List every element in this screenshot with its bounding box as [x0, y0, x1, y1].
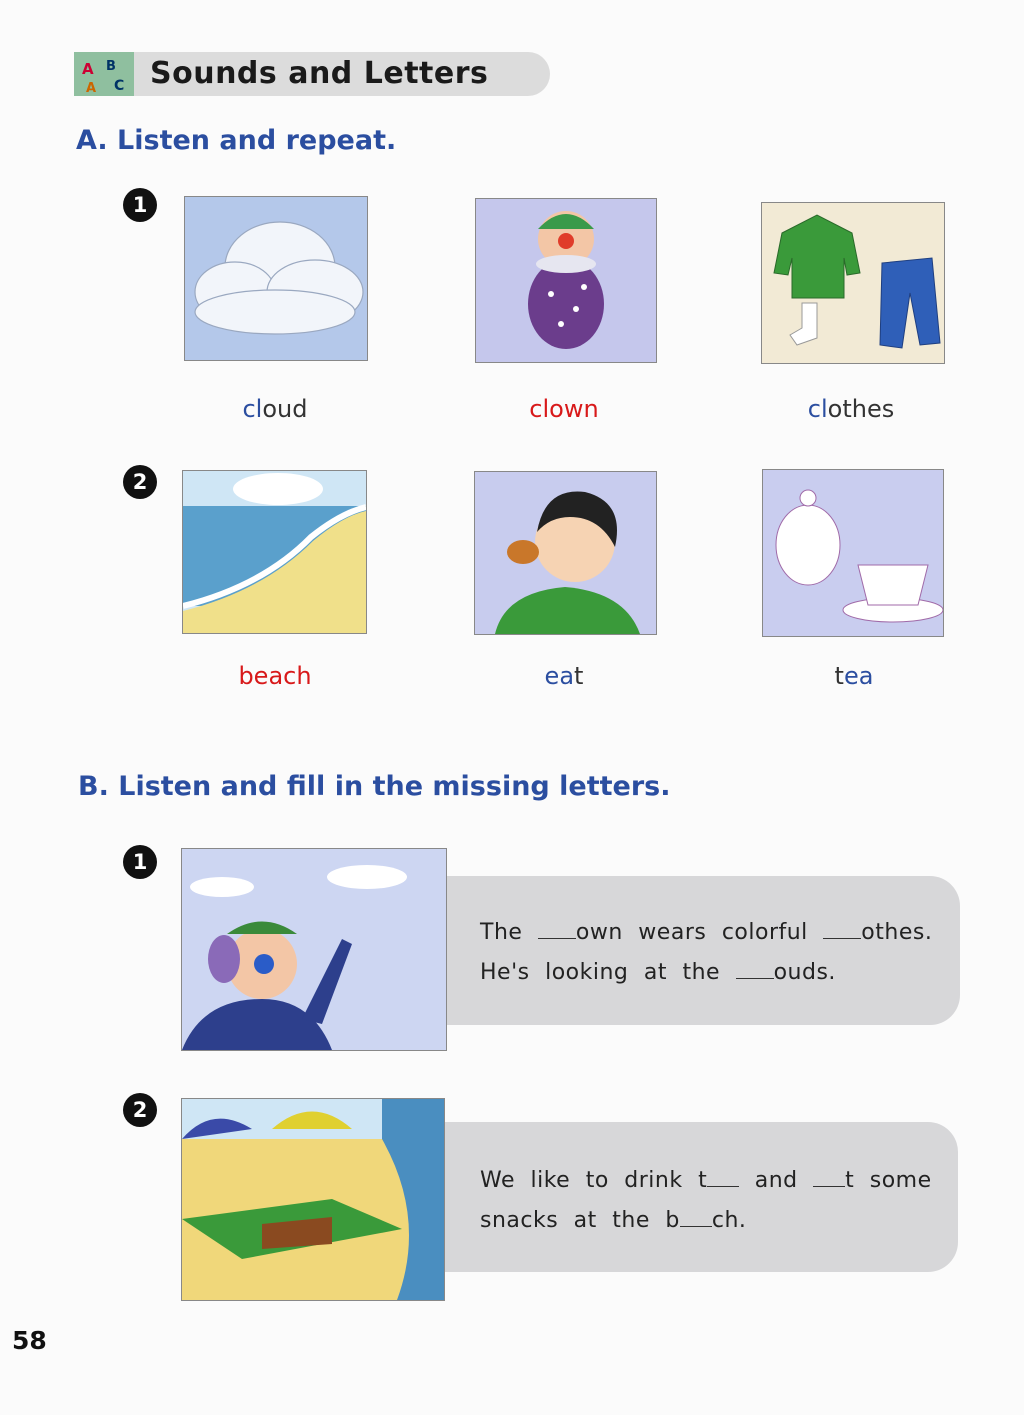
clothes-picture	[761, 202, 945, 364]
page-title: Sounds and Letters	[150, 56, 489, 91]
beach-picture	[182, 470, 367, 634]
word-cloud-rest: oud	[262, 395, 308, 423]
cloud-picture	[184, 196, 368, 361]
boy-eating-picture	[474, 471, 657, 635]
clown-picture	[475, 198, 657, 363]
text-segment: ouds.	[773, 960, 836, 985]
section-b-title: B. Listen and fill in the missing letters.	[78, 771, 671, 802]
svg-text:A: A	[82, 60, 94, 78]
word-eat-rest: t	[574, 662, 584, 690]
exercise-number-1: 1	[123, 845, 157, 879]
text-segment: ch.	[711, 1208, 747, 1233]
blank-1[interactable]	[538, 938, 576, 939]
section-a-title: A. Listen and repeat.	[76, 125, 397, 156]
text-segment: t some	[845, 1168, 932, 1193]
word-cloud	[175, 395, 375, 423]
word-clothes	[751, 395, 951, 423]
text-segment: We like to drink t	[480, 1168, 708, 1193]
text-segment: He's looking at the	[480, 960, 736, 985]
clown-pointing-picture	[181, 848, 447, 1051]
sentence-2-line-1	[480, 1168, 932, 1193]
text-segment: The	[480, 920, 538, 945]
tea-picture	[762, 469, 944, 637]
word-clown-text: clown	[529, 395, 599, 423]
text-segment: snacks at the b	[480, 1208, 680, 1233]
word-beach-text: beach	[238, 662, 312, 690]
word-clown	[464, 395, 664, 423]
row-number-1: 1	[123, 188, 157, 222]
sentence-bubble-2	[444, 1122, 958, 1272]
word-eat	[464, 662, 664, 690]
text-segment: and	[739, 1168, 814, 1193]
svg-text:C: C	[114, 78, 125, 94]
word-tea	[754, 662, 954, 690]
sentence-1-line-1	[480, 920, 932, 945]
blank-3[interactable]	[736, 978, 774, 979]
abc-letters-icon	[74, 52, 134, 96]
blank-5[interactable]	[813, 1186, 845, 1187]
sentence-1-line-2	[480, 960, 836, 985]
sentence-2-line-2	[480, 1208, 746, 1233]
exercise-number-2: 2	[123, 1093, 157, 1127]
word-eat-prefix: ea	[544, 662, 575, 690]
row-number-2: 2	[123, 465, 157, 499]
word-clothes-prefix: cl	[807, 395, 828, 423]
blank-4[interactable]	[707, 1186, 739, 1187]
blank-6[interactable]	[680, 1226, 712, 1227]
word-cloud-prefix: cl	[242, 395, 263, 423]
text-segment: othes.	[861, 920, 933, 945]
svg-text:A: A	[86, 81, 97, 96]
picnic-picture	[181, 1098, 445, 1301]
word-tea-prefix: t	[834, 662, 844, 690]
text-segment: own wears colorful	[575, 920, 824, 945]
svg-text:B: B	[106, 59, 116, 74]
word-clothes-rest: othes	[827, 395, 895, 423]
blank-2[interactable]	[823, 938, 861, 939]
word-beach	[175, 662, 375, 690]
sentence-bubble-1	[446, 876, 960, 1025]
word-tea-rest: ea	[843, 662, 874, 690]
page-number: 58	[12, 1326, 47, 1355]
